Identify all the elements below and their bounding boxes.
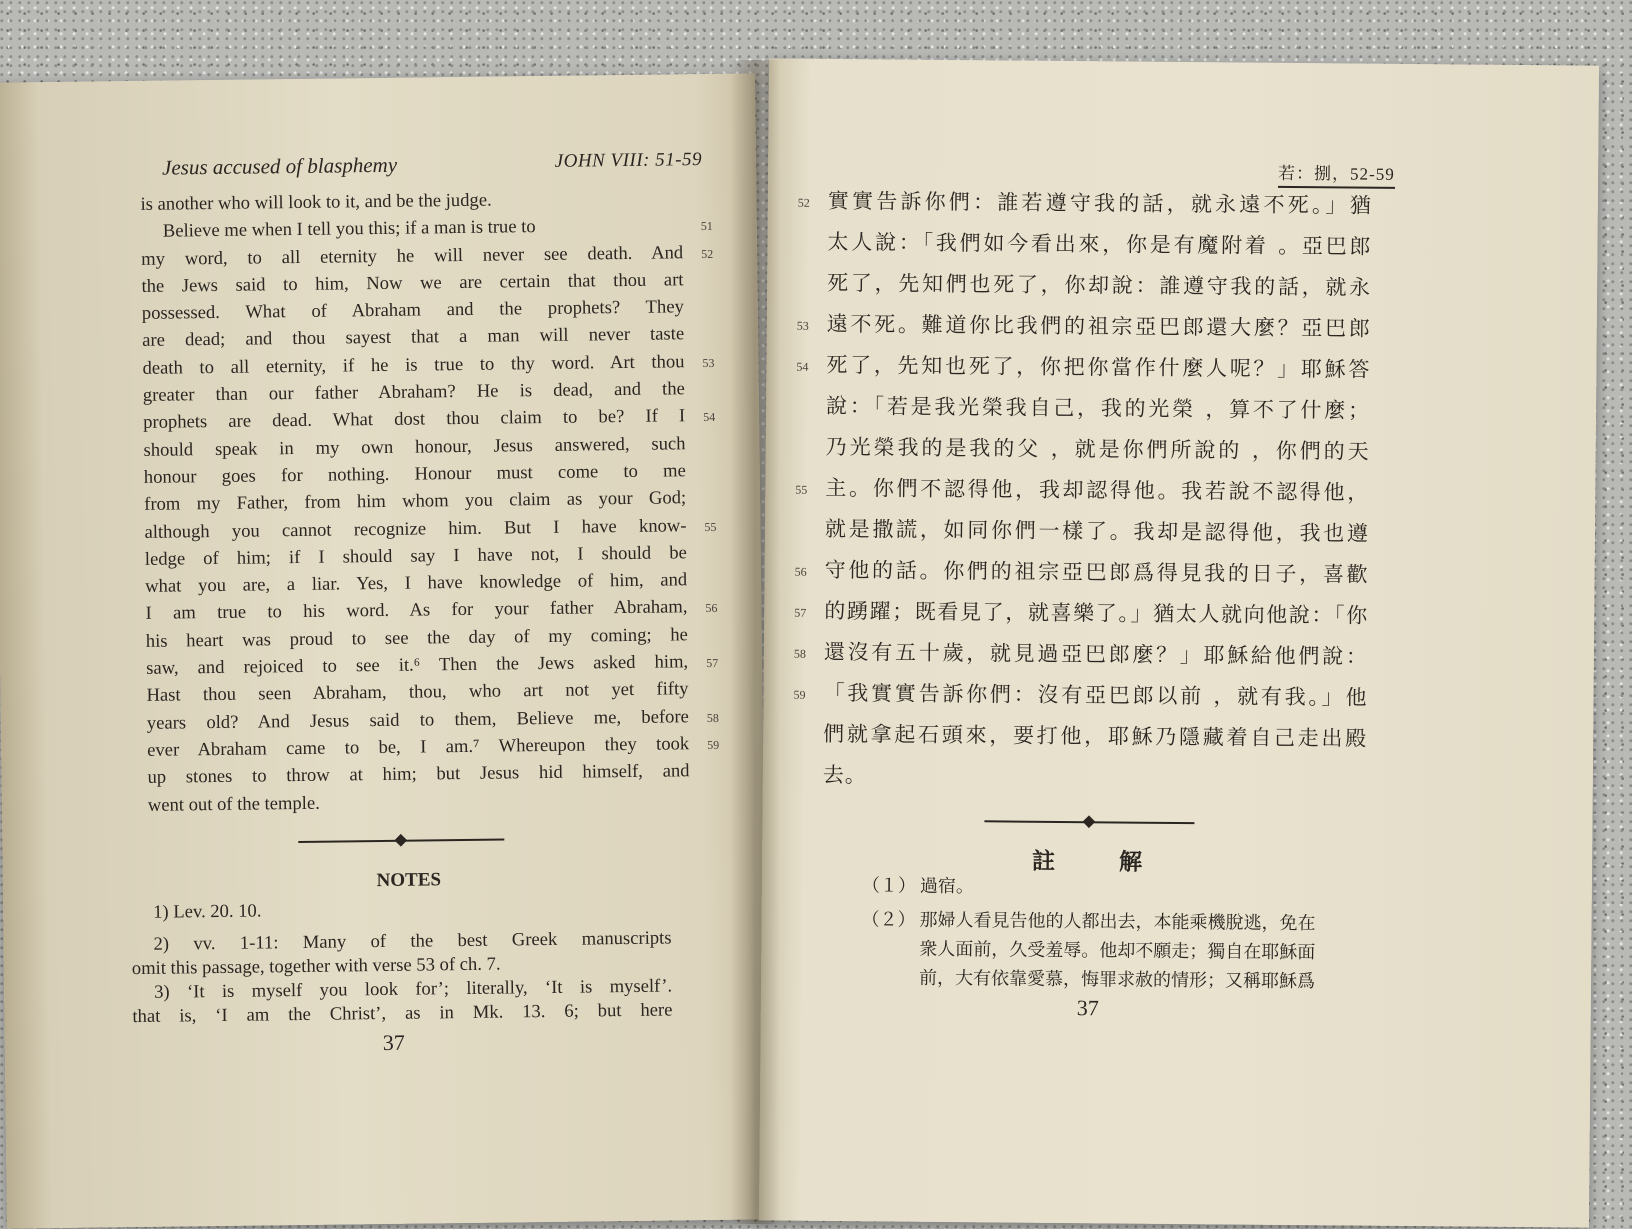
line-text: 們就拿起石頭來，要打他，耶穌乃隱藏着自己走出殿 (823, 721, 1368, 751)
line-text: is another who will look to it, and be the judge. (140, 189, 492, 215)
line-text: are dead; and thou sayest that a man will never taste (142, 323, 685, 352)
right-book-page (759, 58, 1599, 1227)
verse-number: 52 (701, 246, 714, 261)
line-text: the Jews said to him, Now we are certain that thou art (141, 269, 684, 297)
verse-number: 58 (706, 710, 719, 725)
line-text: went out of the temple. (147, 792, 320, 816)
line-text: 就是撒謊，如同你們一樣了。我却是認得他，我也遵 (824, 516, 1370, 546)
footnote-2: （２） 那婦人看見告他的人都出去，本能乘機脫逃，免在 衆人面前，久受羞辱。他却不願走；獨自在耶穌面 前，大有依靠愛慕，悔罪求赦的情形；又稱耶穌爲 (861, 909, 1316, 993)
line-text: ledge of him; if I should say I have not, I should be (144, 542, 687, 570)
verse-number: 59 (793, 687, 806, 702)
running-header (161, 149, 703, 180)
verse-number: 59 (707, 737, 720, 752)
text-line (823, 714, 1367, 760)
text-line (794, 591, 1369, 637)
footnote-1: 1) Lev. 20. 10. (153, 900, 262, 923)
line-text: possessed. What of Abraham and the prophets? They (141, 296, 684, 325)
line-text: 去。 (822, 762, 867, 788)
scripture-reference: JOHN VIII: 51-59 (554, 149, 703, 172)
page-number: 37 (1076, 995, 1099, 1021)
text-line (827, 222, 1371, 268)
line-text: although you cannot recognize him. But I have know- (144, 514, 687, 543)
line-text: honour goes for nothing. Honour must come to me (143, 460, 686, 488)
verse-number: 51 (700, 219, 713, 234)
footnote-3: 3) ‘It is myself you look for’; literally, ‘It is myself’. that is, ‘I am the Christ’, as in Mk. 13. 6; but here (132, 975, 673, 1028)
line-text: Believe me when I tell you this; if a man is true to (162, 216, 536, 242)
line-text: up stones to throw at him; but Jesus hid himself, and (147, 760, 690, 789)
text-line (797, 181, 1372, 227)
footnote-1: （１） 過宿。 (861, 875, 974, 898)
section-divider (984, 814, 1194, 830)
notes-heading: NOTES (376, 869, 442, 892)
line-text: years old? And Jesus said to them, Believe me, before (146, 705, 689, 734)
text-line (148, 785, 690, 819)
section-divider (298, 833, 504, 850)
text-line (795, 468, 1370, 514)
verse-number: 54 (796, 359, 809, 374)
scripture-reference: 若：捌，52-59 (1278, 159, 1395, 189)
verse-number: 58 (793, 646, 806, 661)
text-line (793, 673, 1368, 719)
line-text: prophets are dead. What dost thou claim to be? If I (143, 405, 686, 434)
english-text-block (140, 184, 720, 818)
line-text: 乃光榮我的是我的父 ，就是你們所說的 ，你們的天 (825, 434, 1370, 464)
line-text: 還沒有五十歲，就見過亞巴郎麼？」耶穌給他們說： (823, 639, 1368, 669)
line-text: 太人說：「我們如今看出來，你是有魔附着 。亞巴郎 (827, 229, 1372, 259)
line-text: Hast thou seen Abraham, thou, who art not yet fifty (146, 678, 689, 707)
text-line (796, 345, 1371, 391)
line-text: 主。你們不認得他，我却認得他。我若說不認得他， (825, 475, 1370, 505)
text-line (794, 550, 1369, 596)
verse-number: 52 (797, 195, 810, 210)
verse-number: 53 (796, 318, 809, 333)
line-text: 實實告訴你們：誰若遵守我的話，就永遠不死。」猶 (827, 188, 1372, 218)
text-line (825, 509, 1369, 555)
footnote-2: 2) vv. 1-11: Many of the best Greek manuscripts omit this passage, together with verse 53 of ch. 7. (131, 927, 672, 980)
verse-number: 56 (705, 601, 718, 616)
chinese-text-block (793, 181, 1372, 801)
line-text: death to all eternity, if he is true to thy word. Art thou (142, 351, 685, 379)
verse-number: 53 (702, 355, 715, 370)
verse-number: 55 (795, 482, 808, 497)
verse-number: 54 (703, 410, 716, 425)
line-text: 說：「若是我光榮我自己，我的光榮 ，算不了什麼； (825, 393, 1371, 423)
line-text: I am true to his word. As for your father Abraham, (145, 596, 688, 625)
text-line (826, 386, 1370, 432)
text-line (793, 632, 1368, 678)
text-line (823, 755, 1367, 801)
chapter-title: Jesus accused of blasphemy (161, 152, 398, 180)
verse-number: 55 (704, 519, 717, 534)
line-text: 死了，先知也死了，你把你當作什麼人呢？」耶穌答 (826, 352, 1371, 382)
text-line (796, 304, 1371, 350)
text-line (827, 263, 1371, 309)
line-text: 死了，先知們也死了，你却說：誰遵守我的話，就永 (827, 270, 1372, 300)
line-text: 遠不死。難道你比我們的祖宗亞巴郎還大麼？亞巴郎 (826, 311, 1371, 341)
line-text: ever Abraham came to be, I am.⁷ Whereupon they took (147, 733, 690, 761)
verse-number: 57 (706, 655, 719, 671)
verse-number: 56 (794, 564, 807, 579)
line-text: should speak in my own honour, Jesus answered, such (143, 432, 686, 461)
verse-number: 57 (794, 605, 807, 620)
line-text: what you are, a liar. Yes, I have knowledge of him, and (145, 569, 688, 598)
line-text: saw, and rejoiced to see it.⁶ Then the Jews asked him, (146, 651, 689, 679)
line-text: my word, to all eternity he will never see death. And (141, 241, 684, 270)
text-line (826, 427, 1370, 473)
line-text: 「我實實告訴你們：沒有亞巴郎以前 ，就有我。」他 (823, 680, 1368, 710)
left-book-page (0, 73, 769, 1228)
line-text: 守他的話。你們的祖宗亞巴郎爲得見我的日子，喜歡 (824, 557, 1369, 587)
line-text: his heart was proud to see the day of my coming; he (145, 624, 688, 652)
line-text: greater than our father Abraham? He is dead, and the (142, 378, 685, 406)
line-text: 的踴躍；既看見了，就喜樂了。」猶太人就向他說：「你 (824, 598, 1369, 628)
page-number: 37 (382, 1029, 405, 1056)
line-text: from my Father, from him whom you claim as your God; (144, 487, 687, 516)
notes-heading: 註解 (1031, 848, 1207, 877)
